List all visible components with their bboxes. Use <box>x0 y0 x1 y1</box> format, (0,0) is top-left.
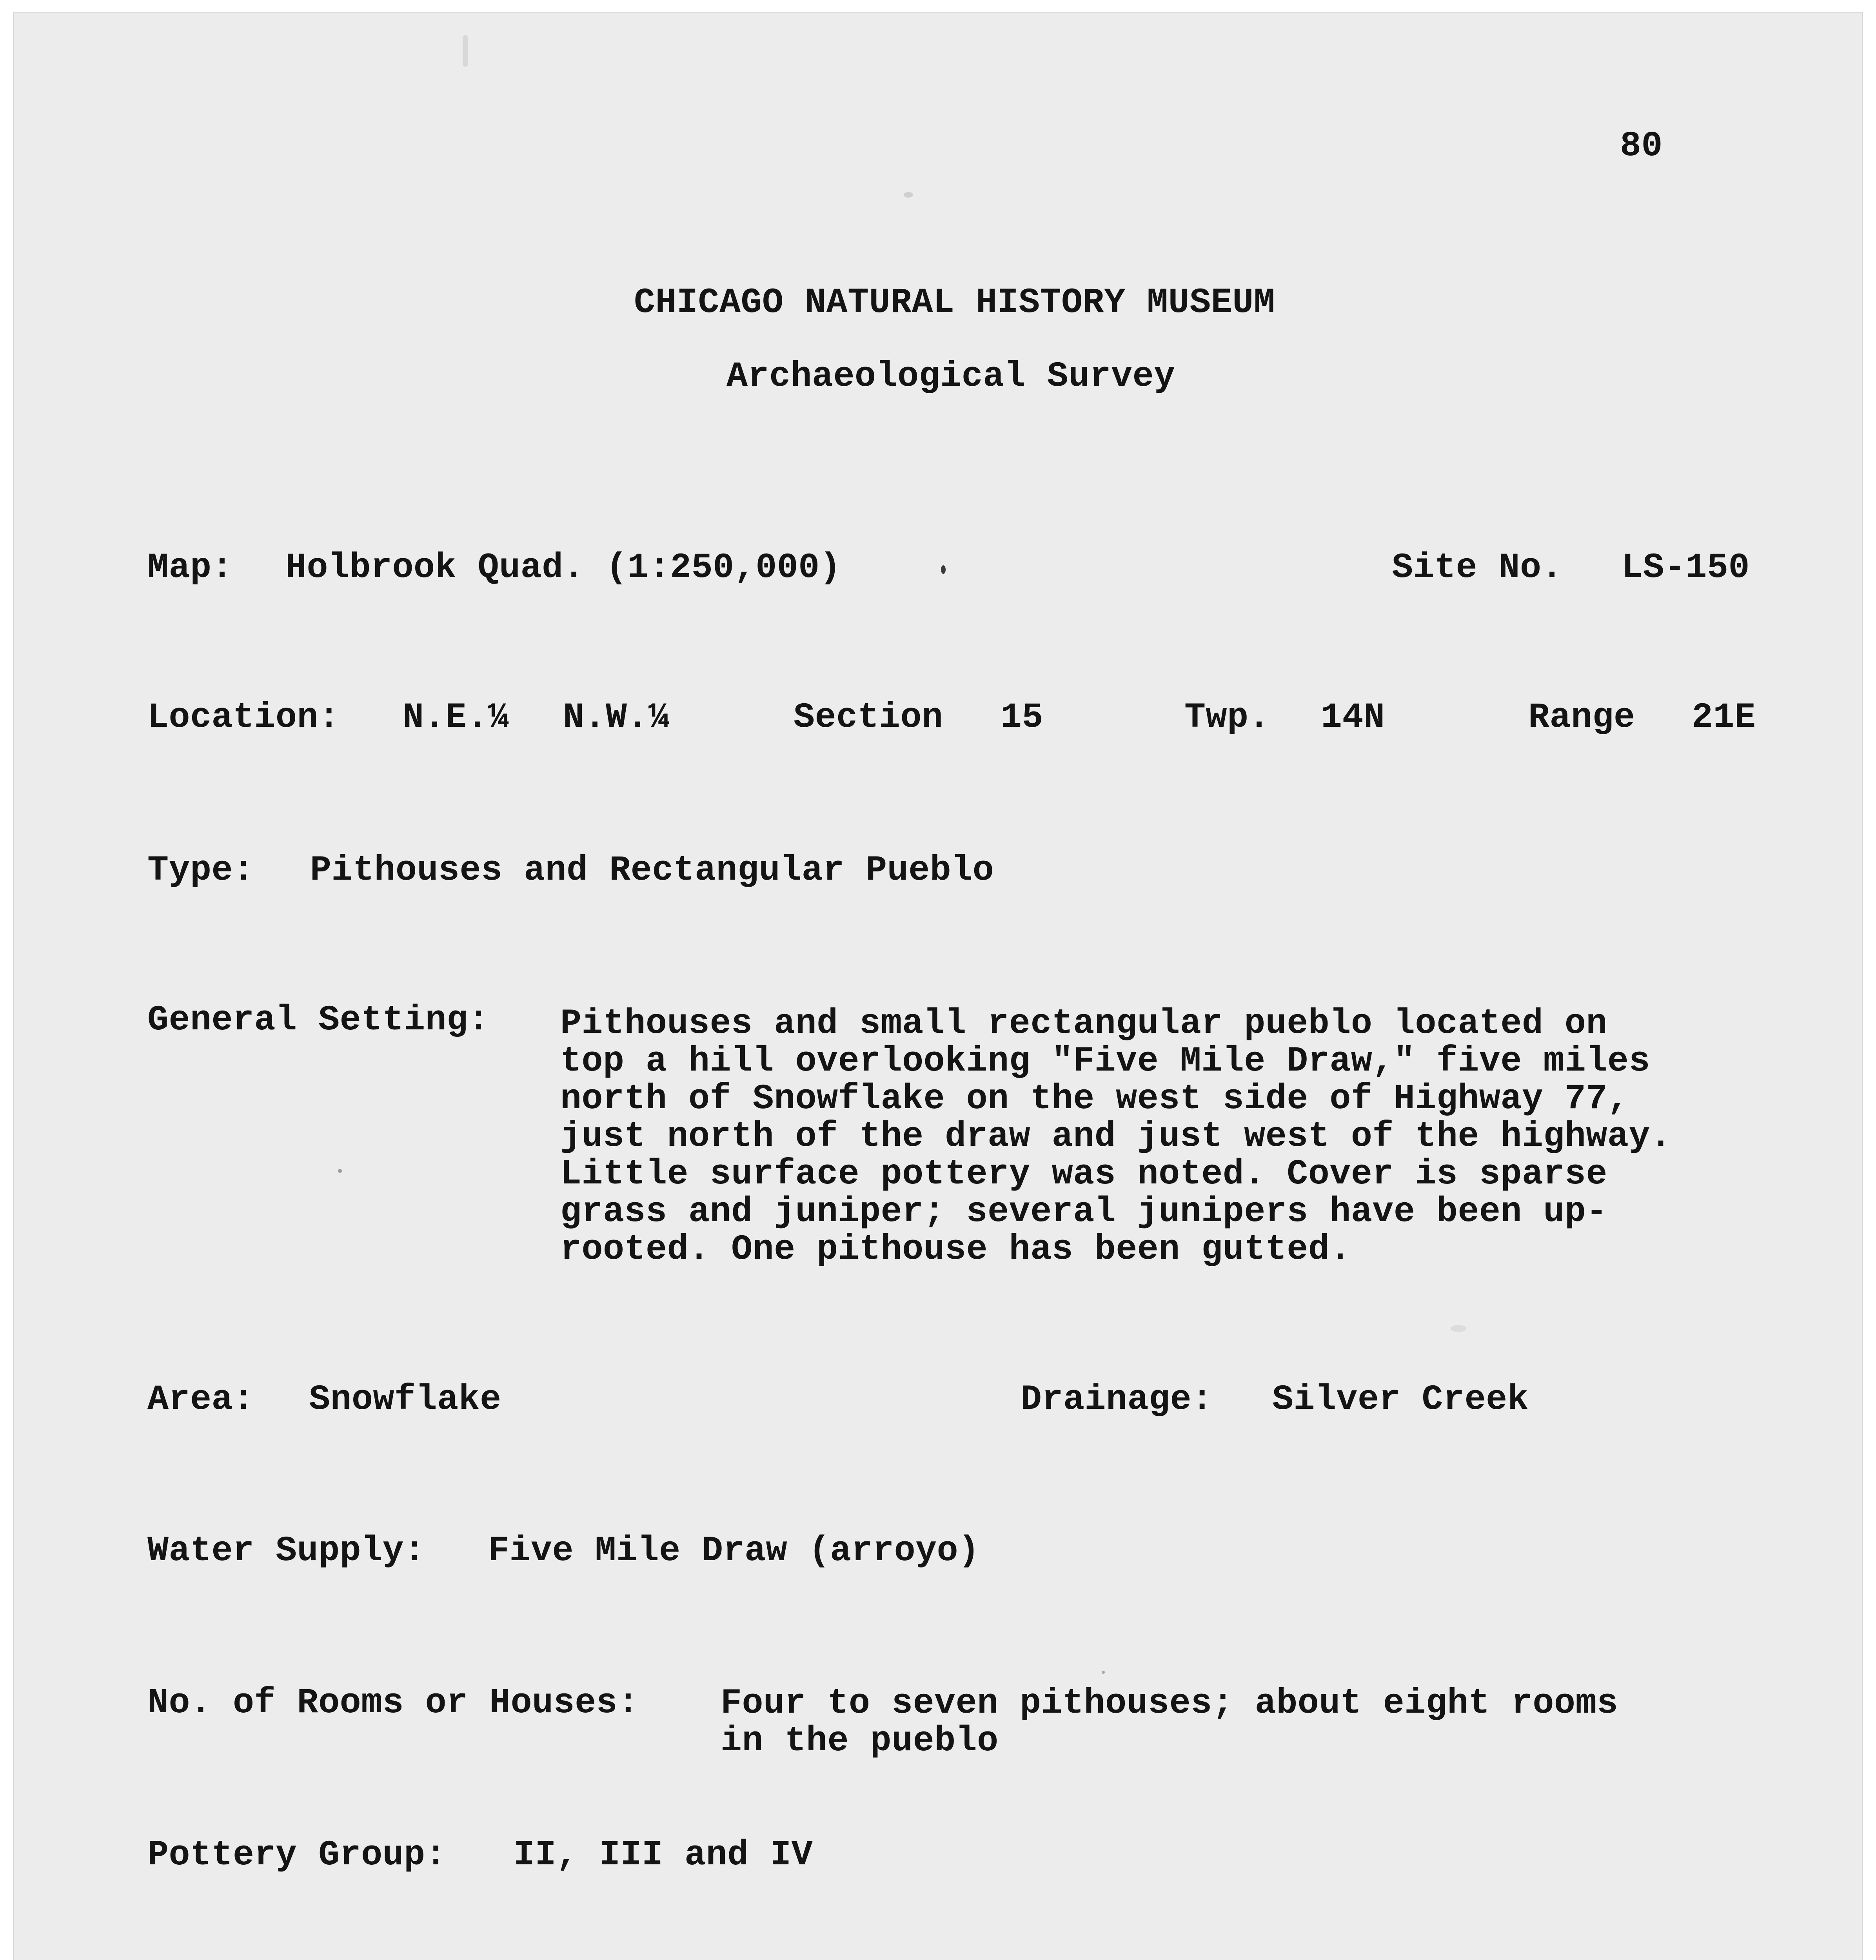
paper-speck <box>1451 1325 1466 1332</box>
water-supply-label: Water Supply: <box>147 1531 425 1571</box>
location-nw: N.W.¼ <box>563 698 670 738</box>
section-value: 15 <box>1001 698 1044 738</box>
rooms-text: Four to seven pithouses; about eight rooms in the pueblo <box>721 1684 1618 1761</box>
range-value: 21E <box>1692 698 1756 738</box>
paper-speck <box>338 1169 342 1173</box>
general-setting-text: Pithouses and small rectangular pueblo located on top a hill overlooking "Five Mile Draw," five miles north of Snowflake on the west side of Highway 77, just north of the draw and just west of the highway. Little surface pottery was noted. Cover is sparse grass and juniper; several junipers have been up- rooted. One pithouse has been gutted. <box>560 1004 1672 1270</box>
pottery-group-label: Pottery Group: <box>147 1835 447 1875</box>
drainage-label: Drainage: <box>1021 1380 1213 1420</box>
location-ne: N.E.¼ <box>403 698 510 738</box>
drainage-value: Silver Creek <box>1272 1380 1529 1420</box>
institution-title: CHICAGO NATURAL HISTORY MUSEUM <box>634 283 1275 323</box>
map-value: Holbrook Quad. (1:250,000) <box>285 548 841 588</box>
section-label: Section <box>794 698 943 738</box>
paper-speck <box>941 565 946 574</box>
site-number-value: LS-150 <box>1622 548 1750 588</box>
water-supply-value: Five Mile Draw (arroyo) <box>488 1531 980 1571</box>
range-label: Range <box>1528 698 1635 738</box>
type-label: Type: <box>147 851 254 891</box>
area-value: Snowflake <box>309 1380 501 1420</box>
pottery-group-value: II, III and IV <box>514 1835 813 1875</box>
paper-speck <box>463 35 468 67</box>
township-label: Twp. <box>1184 698 1270 738</box>
type-value: Pithouses and Rectangular Pueblo <box>310 851 994 891</box>
area-label: Area: <box>147 1380 254 1420</box>
rooms-label: No. of Rooms or Houses: <box>147 1683 639 1723</box>
page-number: 80 <box>1620 126 1663 166</box>
map-label: Map: <box>147 548 233 588</box>
general-setting-label: General Setting: <box>147 1000 490 1040</box>
site-number-label: Site No. <box>1392 548 1563 588</box>
survey-subtitle: Archaeological Survey <box>726 357 1175 397</box>
location-label: Location: <box>147 698 340 738</box>
paper-speck <box>1102 1671 1105 1674</box>
paper-speck <box>904 192 913 198</box>
township-value: 14N <box>1321 698 1385 738</box>
